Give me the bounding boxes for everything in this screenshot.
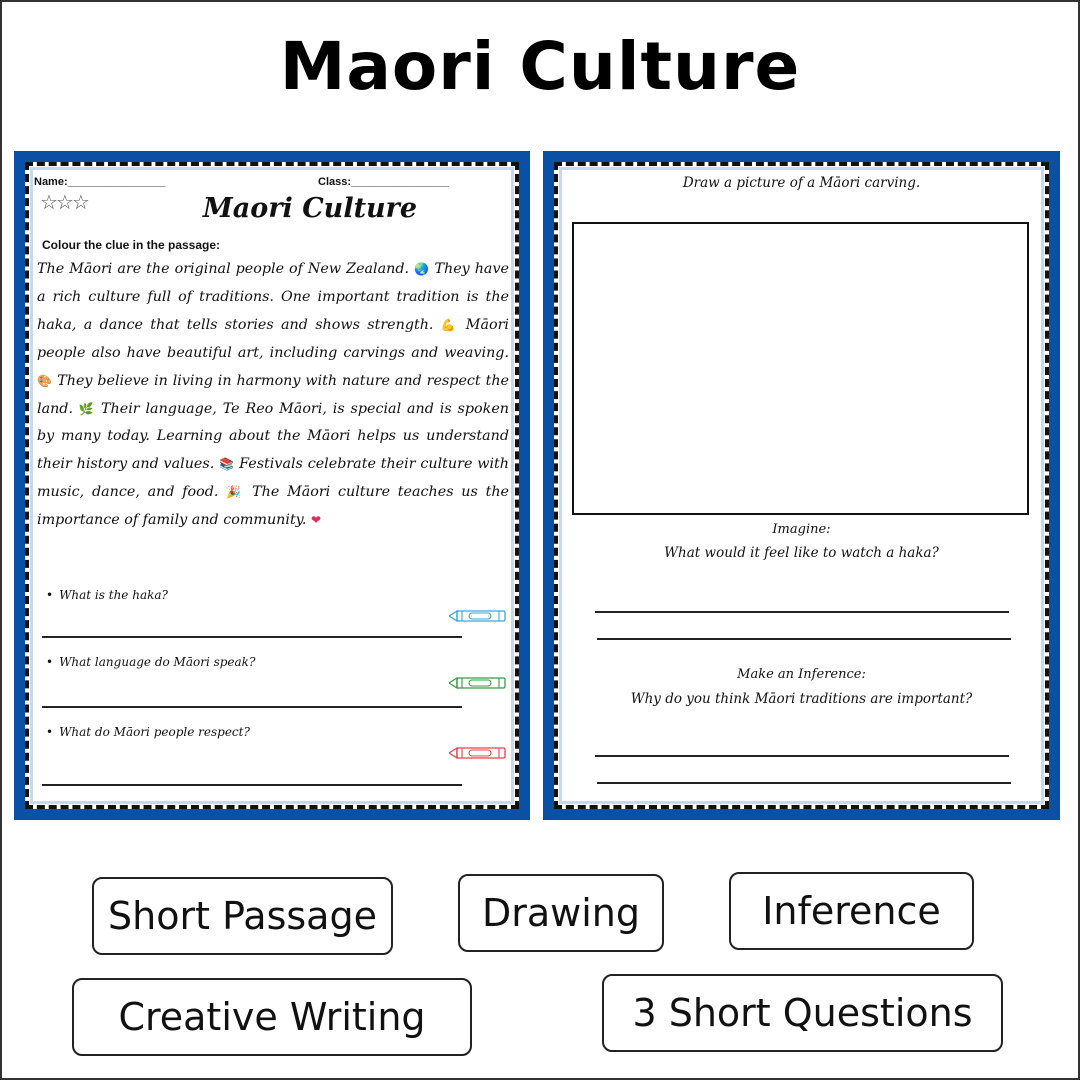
passage-sentence: They believe in living in harmony with nature and respect the land. (37, 372, 509, 417)
answer-line (42, 706, 462, 708)
inference-label: Make an Inference: (737, 667, 866, 682)
answer-line (597, 782, 1011, 784)
answer-line (595, 611, 1009, 613)
books-icon: 📚 (219, 457, 235, 472)
crayon-green-icon (449, 678, 505, 688)
tag-short-questions: 3 Short Questions (602, 974, 1003, 1052)
tag-inference: Inference (729, 872, 974, 950)
imagine-question: What would it feel like to watch a haka? (664, 545, 939, 561)
question-text: What language do Māori speak? (59, 655, 256, 669)
palette-icon: 🎨 (37, 373, 53, 388)
question-2 (46, 655, 255, 669)
question-3 (46, 725, 250, 739)
bullet-icon: • (46, 725, 54, 739)
question-text: What do Māori people respect? (59, 725, 250, 739)
name-field-label: Name:________________ (34, 176, 166, 188)
passage-sentence: The Māori culture teaches us the importance of family and community. (37, 484, 509, 529)
answer-line (595, 755, 1009, 757)
answer-line (42, 784, 462, 786)
worksheet-title: Maori Culture (202, 193, 418, 224)
question-1 (46, 588, 168, 602)
tag-creative-writing: Creative Writing (72, 978, 472, 1056)
imagine-label: Imagine: (772, 522, 831, 537)
question-text: What is the haka? (59, 588, 168, 602)
passage-sentence: They have a rich culture full of traditions. One important tradition is the haka, a dance that tells stories and shows strength. (37, 261, 509, 333)
bullet-icon: • (46, 588, 54, 602)
bullet-icon: • (46, 655, 54, 669)
passage-sentence: Festivals celebrate their culture with music, dance, and food. (37, 456, 509, 501)
answer-line (42, 636, 462, 638)
tag-drawing: Drawing (458, 874, 664, 952)
inference-question: Why do you think Māori traditions are important? (630, 691, 973, 707)
party-popper-icon: 🎉 (226, 485, 245, 500)
leaf-icon: 🌿 (78, 401, 96, 416)
passage-sentence: The Māori are the original people of New Zealand. (37, 261, 415, 277)
crayon-red-icon (449, 748, 505, 758)
passage-sentence: Their language, Te Reo Māori, is special and is spoken by many today. Learning about the Māori helps us understand their history and values. (37, 400, 509, 473)
heart-icon: ❤ (310, 513, 322, 528)
crayon-icon (449, 675, 509, 691)
rating-stars: ☆☆☆ (40, 190, 88, 214)
answer-line (597, 638, 1011, 640)
tag-short-passage: Short Passage (92, 877, 393, 955)
passage-sentence: Māori people also have beautiful art, including carvings and weaving. (37, 316, 509, 361)
drawing-prompt: Draw a picture of a Māori carving. (682, 175, 921, 191)
crayon-icon (449, 745, 509, 761)
class-field-label: Class:________________ (318, 176, 449, 188)
drawing-box (572, 222, 1029, 515)
globe-icon: 🌏 (414, 262, 430, 276)
crayon-blue-icon (449, 611, 505, 621)
reading-passage (37, 256, 509, 535)
flexed-arm-icon: 💪 (440, 317, 459, 332)
instruction-text: Colour the clue in the passage: (42, 238, 221, 252)
crayon-icon (449, 608, 509, 624)
page-title: Maori Culture (279, 28, 801, 105)
